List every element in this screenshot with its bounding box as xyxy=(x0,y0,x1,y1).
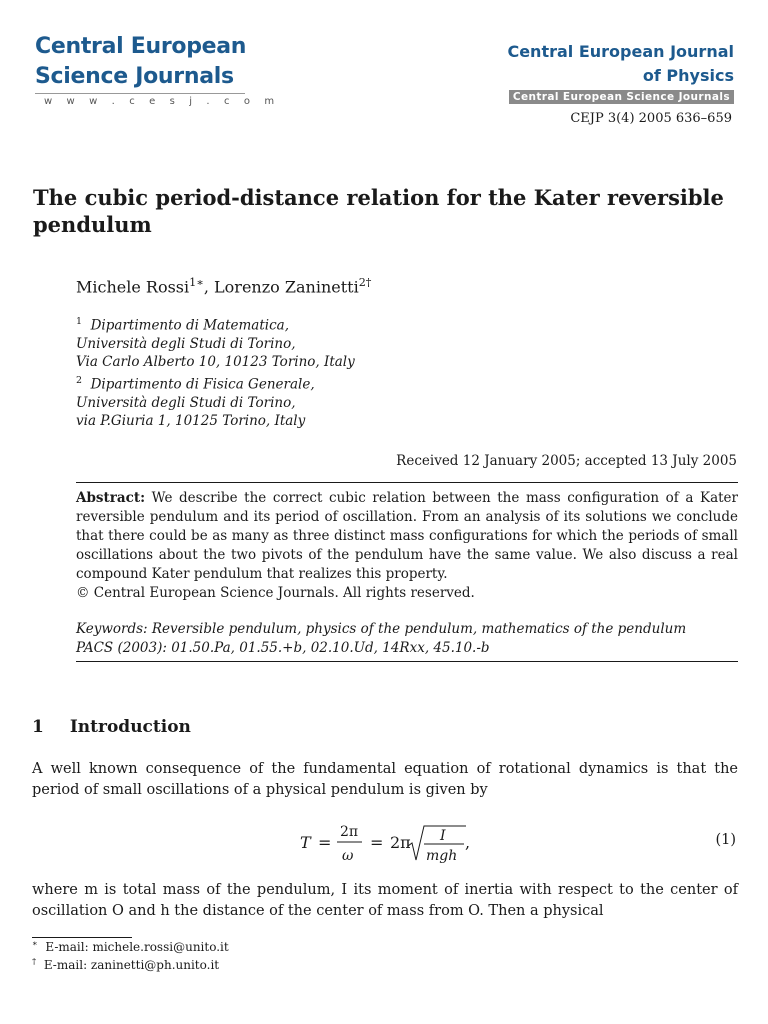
journal-name-line1: Central European Journal xyxy=(507,42,734,61)
svg-text:2π: 2π xyxy=(390,833,411,852)
affiliation-line: Via Carlo Alberto 10, 10123 Torino, Italy xyxy=(76,353,355,370)
abstract-bottom-rule xyxy=(76,661,738,662)
svg-text:=: = xyxy=(370,833,384,852)
footnote-mark: † xyxy=(32,956,37,966)
affiliation-line: Dipartimento di Fisica Generale, xyxy=(90,376,315,393)
abstract-label: Abstract: xyxy=(76,490,146,506)
keywords-block xyxy=(76,620,738,658)
paper-title: The cubic period-distance relation for the Kater reversible pendulum xyxy=(33,185,724,237)
svg-text:T: T xyxy=(300,833,311,852)
affiliation-2 xyxy=(76,372,315,430)
affiliation-line: Università degli Studi di Torino, xyxy=(76,394,296,411)
svg-text:ω: ω xyxy=(342,848,354,864)
affiliation-mark: 2 xyxy=(76,375,83,386)
svg-text:2π: 2π xyxy=(340,824,359,840)
abstract-top-rule xyxy=(76,482,738,483)
affiliation-line: Dipartimento di Matematica, xyxy=(90,317,289,334)
journal-banner: Central European Science Journals xyxy=(509,90,734,104)
section-title: Introduction xyxy=(69,717,191,737)
citation: CEJP 3(4) 2005 636–659 xyxy=(570,111,732,126)
section-number: 1 xyxy=(32,717,44,737)
pacs-codes: PACS (2003): 01.50.Pa, 01.55.+b, 02.10.Ud, 14Rxx, 45.10.-b xyxy=(76,640,490,656)
abstract xyxy=(76,489,738,603)
publisher-name-line2: Science Journals xyxy=(35,64,234,89)
copyright-notice: © Central European Science Journals. All rights reserved. xyxy=(76,585,475,601)
affiliation-line: via P.Giuria 1, 10125 Torino, Italy xyxy=(76,412,306,429)
author-name: Lorenzo Zaninetti xyxy=(214,277,359,297)
abstract-text: We describe the correct cubic relation between the mass configuration of a Kater reversible pendulum and its period of oscillation. From an analysis of its solutions we conclude that there could be as many as three distinct mass configurations for which the periods of small oscillations about the two pivots of the pendulum have the same value. We also discuss a real compound Kater pendulum that realizes this property. xyxy=(76,490,738,582)
intro-paragraph: A well known consequence of the fundamental equation of rotational dynamics is that the period of small oscillations of a physical pendulum is given by xyxy=(32,761,738,798)
keywords: Keywords: Reversible pendulum, physics of the pendulum, mathematics of the pendulum xyxy=(76,621,687,637)
publisher-name-line1: Central European xyxy=(35,34,247,59)
footnote-1 xyxy=(32,938,229,954)
svg-text:I: I xyxy=(440,828,446,844)
affiliation-1 xyxy=(76,313,355,371)
equation-1 xyxy=(0,820,768,866)
author-mark: 2† xyxy=(358,276,372,289)
equation-number: (1) xyxy=(715,832,736,848)
svg-text:=: = xyxy=(318,833,332,852)
journal-name xyxy=(507,40,734,88)
footnote-text: E-mail: michele.rossi@unito.it xyxy=(45,940,229,954)
footnote-mark: ∗ xyxy=(32,938,38,948)
footnote-2 xyxy=(32,956,219,972)
svg-text:,: , xyxy=(465,833,471,852)
journal-name-line2: of Physics xyxy=(642,66,734,85)
paragraph: where m is total mass of the pendulum, I its moment of inertia with respect to the center of oscillation O and h the distance of the center of mass from O. Then a physical xyxy=(32,882,738,919)
author-mark: 1∗ xyxy=(189,276,204,289)
affiliation-line: Università degli Studi di Torino, xyxy=(76,335,296,352)
affiliation-mark: 1 xyxy=(76,316,83,327)
svg-text:mgh: mgh xyxy=(426,848,458,864)
publisher-url: w w w . c e s j . c o m xyxy=(44,96,280,107)
author-list: Michele Rossi$^{1∗}$, Lorenzo Zaninetti$^{2\dagger}$ xyxy=(76,276,372,297)
publisher-divider xyxy=(35,93,245,94)
publisher-logo xyxy=(35,32,246,92)
author-name: Michele Rossi xyxy=(76,277,190,297)
received-dates: Received 12 January 2005; accepted 13 July 2005 xyxy=(396,453,737,469)
footnote-text: E-mail: zaninetti@ph.unito.it xyxy=(43,958,220,972)
section-heading xyxy=(32,717,191,737)
